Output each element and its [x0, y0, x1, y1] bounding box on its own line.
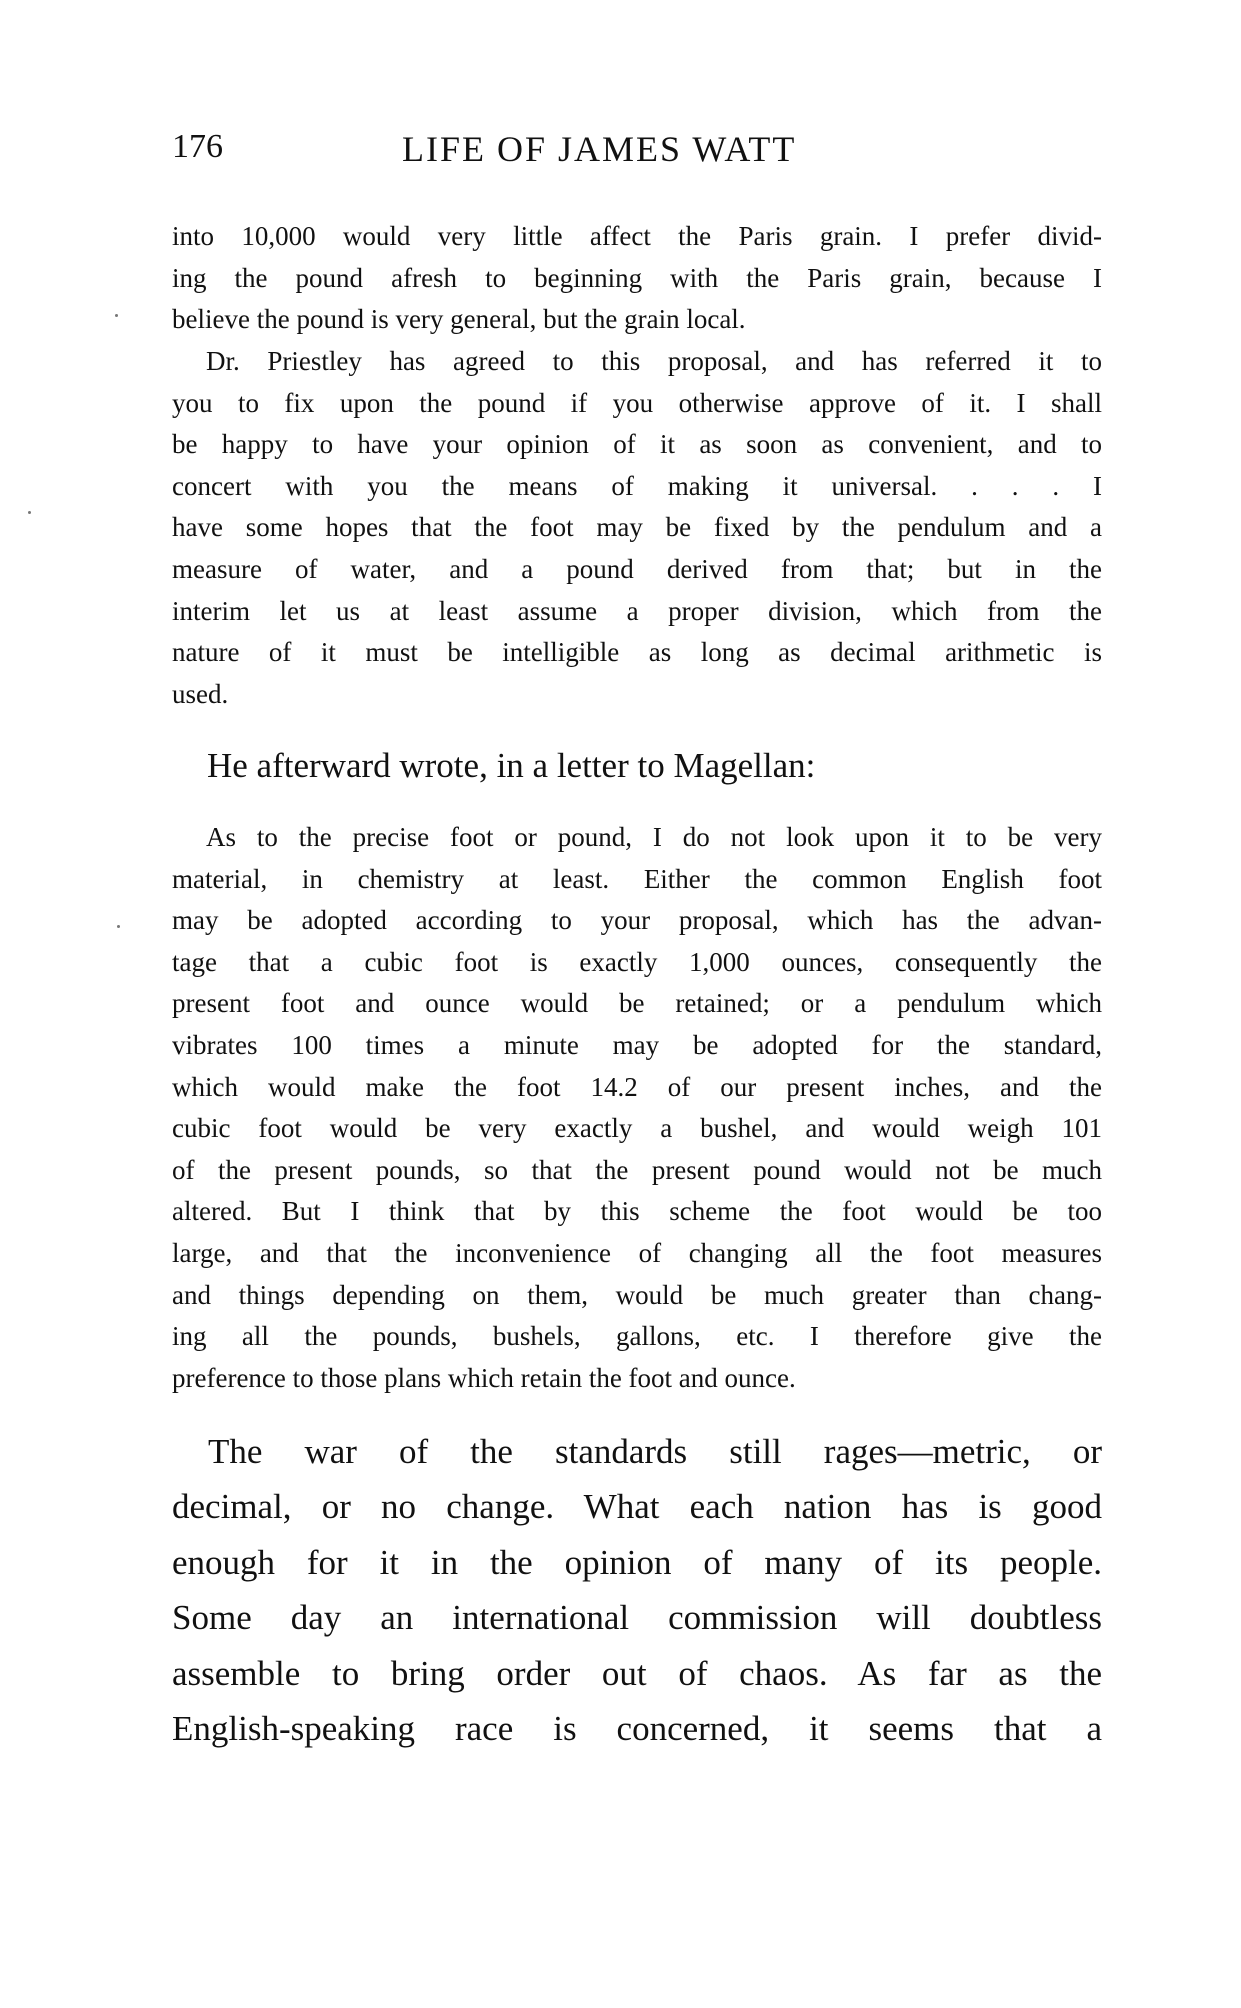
- scan-speck: [117, 925, 120, 928]
- text-line: large, and that the inconvenience of changing all the foot measures: [172, 1237, 1102, 1268]
- magellan-letter: [172, 817, 1102, 1399]
- text-line: material, in chemistry at least. Either the common English foot: [172, 863, 1102, 894]
- text-line: assemble to bring order out of chaos. As far as the: [172, 1653, 1102, 1693]
- scan-speck: [115, 314, 118, 317]
- text-line: cubic foot would be very exactly a bushel, and would weigh 101: [172, 1113, 1102, 1144]
- text-line: The war of the standards still rages—metric, or: [208, 1432, 1102, 1471]
- letter-paragraph: [172, 341, 1102, 715]
- text-line: be happy to have your opinion of it as soon as convenient, and to: [172, 429, 1102, 460]
- text-line: which would make the foot 14.2 of our present inches, and the: [172, 1071, 1102, 1102]
- text-line: may be adopted according to your proposal, which has the advan-: [172, 905, 1102, 936]
- page-header: [172, 128, 1102, 178]
- text-line: tage that a cubic foot is exactly 1,000 ounces, consequently the: [172, 946, 1102, 977]
- text-line: As to the precise foot or pound, I do not look upon it to be very: [206, 822, 1102, 852]
- text-line: ing the pound afresh to beginning with the Paris grain, because I: [172, 262, 1102, 293]
- text-line: believe the pound is very general, but the grain local.: [172, 304, 746, 335]
- text-line: concert with you the means of making it universal. . . . I: [172, 470, 1102, 501]
- running-title: LIFE OF JAMES WATT: [402, 129, 797, 169]
- text-line: into 10,000 would very little affect the Paris grain. I prefer divid-: [172, 221, 1102, 251]
- text-line: ing all the pounds, bushels, gallons, etc. I therefore give the: [172, 1321, 1102, 1352]
- text-line: used.: [172, 678, 229, 709]
- text-line: present foot and ounce would be retained; or a pendulum which: [172, 988, 1102, 1019]
- text-line: altered. But I think that by this scheme the foot would be too: [172, 1196, 1102, 1227]
- letter-continuation: [172, 216, 1102, 341]
- text-line: interim let us at least assume a proper division, which from the: [172, 595, 1102, 626]
- text-line: you to fix upon the pound if you otherwise approve of it. I shall: [172, 387, 1102, 418]
- page-number: 176: [172, 128, 223, 165]
- text-line: vibrates 100 times a minute may be adopted for the standard,: [172, 1029, 1102, 1060]
- text-line: decimal, or no change. What each nation has is good: [172, 1487, 1102, 1527]
- intro-line: He afterward wrote, in a letter to Magellan:: [207, 746, 816, 785]
- text-line: measure of water, and a pound derived from that; but in the: [172, 553, 1102, 584]
- text-line: enough for it in the opinion of many of its people.: [172, 1542, 1102, 1582]
- closing-paragraph: [172, 1424, 1102, 1756]
- text-line: have some hopes that the foot may be fixed by the pendulum and a: [172, 512, 1102, 543]
- text-line: nature of it must be intelligible as long as decimal arithmetic is: [172, 637, 1102, 668]
- text-line: Dr. Priestley has agreed to this proposal, and has referred it to: [206, 346, 1102, 376]
- text-line: preference to those plans which retain the foot and ounce.: [172, 1362, 796, 1393]
- text-line: Some day an international commission will doubtless: [172, 1598, 1102, 1638]
- text-line: and things depending on them, would be much greater than chang-: [172, 1279, 1102, 1310]
- scan-speck: [28, 511, 31, 514]
- text-line: of the present pounds, so that the present pound would not be much: [172, 1154, 1102, 1185]
- text-line: English-speaking race is concerned, it seems that a: [172, 1708, 1102, 1748]
